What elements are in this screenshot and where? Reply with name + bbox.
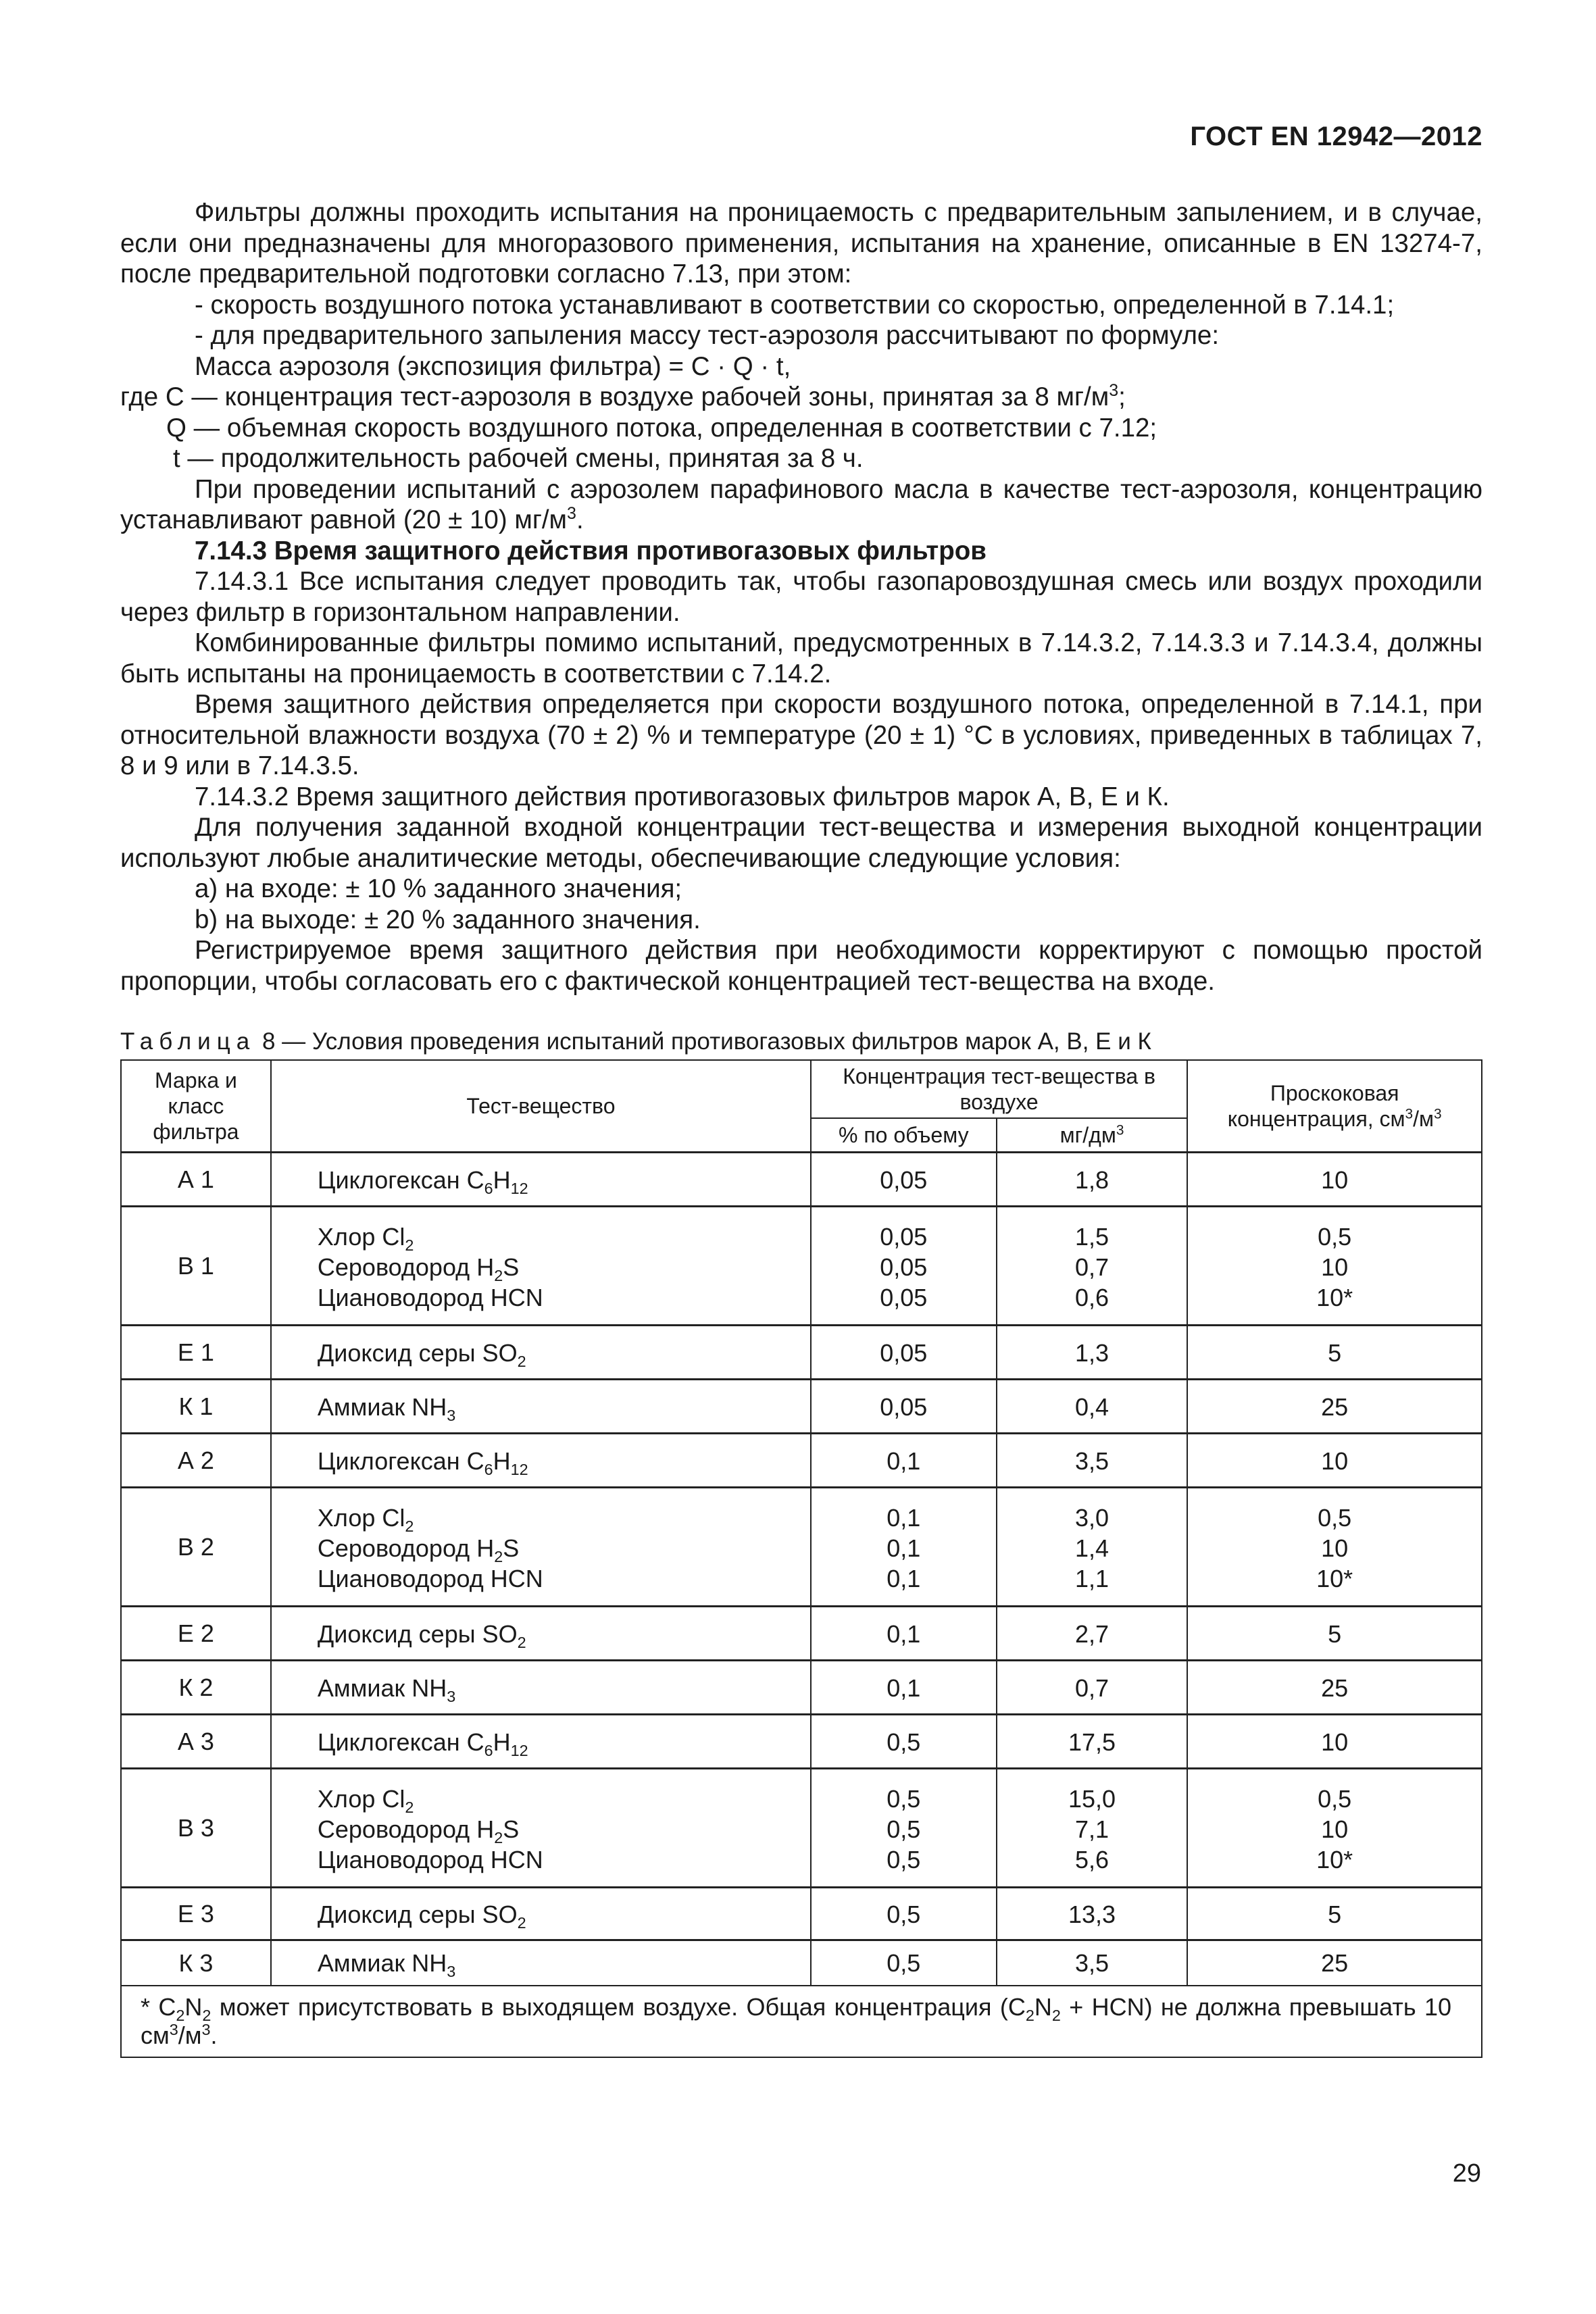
intro-item-1: - скорость воздушного потока устанавливают в соответствии со скоростью, определенной в 7.14.1; — [195, 290, 1395, 320]
cell-percent — [811, 1606, 997, 1660]
cell-mark: В 2 — [121, 1487, 271, 1606]
cell-percent-line: 0,05 — [880, 1283, 928, 1311]
document-code: ГОСТ EN 12942—2012 — [1190, 122, 1482, 151]
cell-percent — [811, 1940, 997, 1986]
cell-substance-line: Хлор $Cl_2$ — [317, 1503, 414, 1535]
cell-mg — [997, 1606, 1188, 1660]
cell-percent — [811, 1660, 997, 1714]
cell-breakthrough — [1187, 1206, 1482, 1325]
cell-mark: В 3 — [121, 1768, 271, 1887]
section-paragraph-5: Для получения заданной входной концентрации тест-вещества и измерения выходной концентрации используют любые аналитические методы, обеспечивающие следующие условия: — [120, 813, 1482, 873]
table-caption-text: 8 — Условия проведения испытаний противогазовых фильтров марок А, В, Е и К — [261, 1028, 1151, 1055]
cell-percent-line: 0,5 — [887, 1948, 921, 1977]
cell-substance-line: Аммиак $NH_3$ — [317, 1392, 456, 1424]
section-paragraph-8: Регистрируемое время защитного действия при необходимости корректируют с помощью простой пропорции, чтобы согласовать его с фактической концентрацией тест-вещества на входе. — [120, 936, 1482, 996]
cell-mg-line: 0,7 — [1074, 1253, 1109, 1281]
cell-mg — [997, 1487, 1188, 1606]
table-row — [121, 1660, 1482, 1714]
cell-breakthrough-line: 25 — [1321, 1948, 1349, 1977]
cell-percent — [811, 1768, 997, 1887]
cell-percent-line: 0,5 — [887, 1728, 921, 1756]
cell-mark: К 2 — [121, 1660, 271, 1714]
cell-breakthrough-line: 0,5 — [1318, 1784, 1352, 1813]
cell-mg-line: 1,3 — [1074, 1338, 1109, 1367]
cell-substance-line: Аммиак $NH_3$ — [317, 1948, 456, 1980]
cell-substance-line: Диоксид серы $SO_2$ — [317, 1900, 526, 1932]
cell-mg-line: 1,8 — [1074, 1165, 1109, 1194]
cell-percent — [811, 1325, 997, 1379]
cell-percent-line: 0,5 — [887, 1784, 921, 1813]
cell-percent-line: 0,05 — [880, 1392, 928, 1421]
cell-substance — [271, 1768, 811, 1887]
cell-breakthrough-line: 0,5 — [1318, 1222, 1352, 1251]
cell-substance — [271, 1660, 811, 1714]
intro-item-2: - для предварительного запыления массу тест-аэрозоля рассчитывают по формуле: — [195, 321, 1220, 350]
cell-breakthrough-line: 5 — [1328, 1338, 1342, 1367]
cell-substance-line: Хлор $Cl_2$ — [317, 1784, 414, 1816]
cell-substance — [271, 1206, 811, 1325]
cell-breakthrough-line: 10* — [1316, 1283, 1353, 1311]
conditions-table — [120, 1059, 1482, 2058]
table-row — [121, 1887, 1482, 1940]
cell-breakthrough — [1187, 1940, 1482, 1986]
cell-percent-line: 0,05 — [880, 1338, 928, 1367]
header-mark: Марка и класс фильтра — [121, 1060, 271, 1152]
cell-mg — [997, 1887, 1188, 1940]
cell-substance — [271, 1940, 811, 1986]
cell-percent-line: 0,5 — [887, 1845, 921, 1873]
cell-percent-line: 0,1 — [887, 1674, 921, 1702]
formula: Масса аэрозоля (экспозиция фильтра) = C · Q · t, — [195, 351, 791, 381]
cell-mark: А 1 — [121, 1152, 271, 1206]
cell-mg — [997, 1768, 1188, 1887]
cell-breakthrough-line: 10* — [1316, 1564, 1353, 1592]
cell-percent-line: 0,05 — [880, 1222, 928, 1251]
cell-percent-line: 0,5 — [887, 1900, 921, 1928]
cell-mark: А 2 — [121, 1433, 271, 1487]
cell-mg-line: 17,5 — [1068, 1728, 1116, 1756]
cell-percent — [811, 1714, 997, 1768]
cell-substance — [271, 1714, 811, 1768]
intro-paragraph-2: При проведении испытаний с аэрозолем парафинового масла в качестве тест-аэрозоля, концентрацию устанавливают равной (20 ± 10) $мг/м^3$. — [120, 474, 1482, 534]
cell-mg-line: 13,3 — [1068, 1900, 1116, 1928]
cell-mg — [997, 1433, 1188, 1487]
cell-mark: К 3 — [121, 1940, 271, 1986]
cell-mg-line: 2,7 — [1074, 1619, 1109, 1648]
cell-substance-line: Сероводород $H_2S$ — [317, 1534, 520, 1565]
header-concentration: Концентрация тест-вещества в воздухе — [811, 1060, 1187, 1118]
table-row — [121, 1768, 1482, 1887]
cell-mg-line: 1,1 — [1074, 1564, 1109, 1592]
cell-substance-line: Циклогексан $C_6H_{12}$ — [317, 1728, 528, 1759]
cell-mg-line: 0,4 — [1074, 1392, 1109, 1421]
cell-mark: А 3 — [121, 1714, 271, 1768]
cell-percent-line: 0,05 — [880, 1165, 928, 1194]
cell-percent-line: 0,1 — [887, 1447, 921, 1475]
table-row — [121, 1606, 1482, 1660]
cell-mg-line: 5,6 — [1074, 1845, 1109, 1873]
cell-breakthrough — [1187, 1152, 1482, 1206]
condition-a: а) на входе: ± 10 % заданного значения; — [195, 874, 682, 903]
section-paragraph-2: Комбинированные фильтры помимо испытаний, предусмотренных в 7.14.3.2, 7.14.3.3 и 7.14.3.4, должны быть испытаны на проницаемость в соответствии с 7.14.2. — [120, 628, 1482, 688]
cell-percent — [811, 1379, 997, 1433]
cell-breakthrough-line: 5 — [1328, 1900, 1342, 1928]
where-q: Q — объемная скорость воздушного потока, определенная в соответствии с 7.12; — [166, 413, 1157, 443]
cell-substance-line: Циановодород HCN — [317, 1845, 543, 1873]
cell-mg — [997, 1325, 1188, 1379]
cell-mg-line: 1,5 — [1074, 1222, 1109, 1251]
cell-percent — [811, 1206, 997, 1325]
table-footnote: * $C_2N_2$ может присутствовать в выходящем воздухе. Общая концентрация $(C_2N_2 + HCN)$ не должна превышать 10 $см^3/м^3$. — [121, 1986, 1482, 2057]
cell-substance-line: Диоксид серы $SO_2$ — [317, 1619, 526, 1651]
where-c: где C — концентрация тест-аэрозоля в воздухе рабочей зоны, принятая за 8 $мг/м^3$; — [120, 381, 1126, 411]
cell-substance — [271, 1433, 811, 1487]
table-row — [121, 1487, 1482, 1606]
where-t: t — продолжительность рабочей смены, принятая за 8 ч. — [173, 444, 864, 473]
table-caption-word: Таблица — [120, 1028, 256, 1055]
cell-mg-line: 7,1 — [1074, 1815, 1109, 1843]
cell-percent-line: 0,1 — [887, 1619, 921, 1648]
cell-breakthrough — [1187, 1660, 1482, 1714]
cell-breakthrough-line: 10 — [1321, 1253, 1349, 1281]
cell-substance — [271, 1379, 811, 1433]
table-row — [121, 1940, 1482, 1986]
cell-substance — [271, 1152, 811, 1206]
cell-mark: Е 2 — [121, 1606, 271, 1660]
table-row — [121, 1325, 1482, 1379]
cell-breakthrough-line: 10 — [1321, 1447, 1349, 1475]
header-mg: $мг/дм^3$ — [997, 1118, 1188, 1152]
section-paragraph-3: Время защитного действия определяется при скорости воздушного потока, определенной в 7.14.1, при относительной влажности воздуха (70 ± 2) % и температуре (20 ± 1) °С в условиях, приведенных в таблицах 7, 8 и 9 или в 7.14.3.5. — [120, 690, 1482, 780]
cell-substance — [271, 1887, 811, 1940]
cell-substance-line: Циклогексан $C_6H_{12}$ — [317, 1447, 528, 1478]
cell-mg-line: 15,0 — [1068, 1784, 1116, 1813]
cell-percent — [811, 1433, 997, 1487]
cell-substance — [271, 1606, 811, 1660]
cell-substance-line: Диоксид серы $SO_2$ — [317, 1338, 526, 1370]
cell-breakthrough-line: 5 — [1328, 1619, 1342, 1648]
cell-percent-line: 0,05 — [880, 1253, 928, 1281]
table-row — [121, 1152, 1482, 1206]
cell-mg-line: 0,6 — [1074, 1283, 1109, 1311]
cell-substance-line: Сероводород $H_2S$ — [317, 1253, 520, 1284]
cell-percent-line: 0,1 — [887, 1564, 921, 1592]
cell-percent-line: 0,1 — [887, 1503, 921, 1532]
cell-mark: Е 3 — [121, 1887, 271, 1940]
cell-breakthrough — [1187, 1379, 1482, 1433]
table-caption — [120, 1028, 1151, 1055]
cell-mg-line: 3,5 — [1074, 1447, 1109, 1475]
body-text — [120, 197, 1482, 997]
cell-mg-line: 1,4 — [1074, 1534, 1109, 1562]
section-paragraph-1: 7.14.3.1 Все испытания следует проводить так, чтобы газопаровоздушная смесь или воздух проходили через фильтр в горизонтальном направлении. — [120, 567, 1482, 627]
cell-breakthrough-line: 0,5 — [1318, 1503, 1352, 1532]
cell-mg — [997, 1940, 1188, 1986]
cell-substance-line: Циановодород HCN — [317, 1564, 543, 1592]
header-substance: Тест-вещество — [271, 1060, 811, 1152]
cell-breakthrough-line: 10 — [1321, 1165, 1349, 1194]
cell-percent — [811, 1887, 997, 1940]
cell-mg — [997, 1206, 1188, 1325]
cell-mark: Е 1 — [121, 1325, 271, 1379]
section-heading: 7.14.3 Время защитного действия противогазовых фильтров — [195, 536, 987, 565]
table-row — [121, 1379, 1482, 1433]
table-row — [121, 1714, 1482, 1768]
cell-substance — [271, 1325, 811, 1379]
cell-breakthrough — [1187, 1768, 1482, 1887]
cell-mg — [997, 1379, 1188, 1433]
cell-breakthrough — [1187, 1887, 1482, 1940]
cell-substance-line: Циановодород HCN — [317, 1283, 543, 1311]
cell-breakthrough-line: 10 — [1321, 1534, 1349, 1562]
table-row — [121, 1433, 1482, 1487]
cell-breakthrough — [1187, 1487, 1482, 1606]
cell-substance-line: Циклогексан $C_6H_{12}$ — [317, 1165, 528, 1197]
cell-percent-line: 0,1 — [887, 1534, 921, 1562]
table-row — [121, 1206, 1482, 1325]
cell-substance-line: Сероводород $H_2S$ — [317, 1815, 520, 1846]
cell-breakthrough — [1187, 1714, 1482, 1768]
cell-breakthrough — [1187, 1325, 1482, 1379]
cell-substance-line: Хлор $Cl_2$ — [317, 1222, 414, 1254]
header-percent: % по объему — [811, 1118, 997, 1152]
page-number: 29 — [1452, 2159, 1481, 2188]
cell-mg — [997, 1152, 1188, 1206]
cell-percent-line: 0,5 — [887, 1815, 921, 1843]
cell-percent — [811, 1487, 997, 1606]
cell-breakthrough — [1187, 1606, 1482, 1660]
cell-breakthrough-line: 10* — [1316, 1845, 1353, 1873]
intro-paragraph: Фильтры должны проходить испытания на проницаемость с предварительным запылением, и в случае, если они предназначены для многоразового применения, испытания на хранение, описанные в EN 13274-7, после предварительной подготовки согласно 7.13, при этом: — [120, 198, 1482, 288]
table-body — [121, 1152, 1482, 1986]
cell-mark: К 1 — [121, 1379, 271, 1433]
cell-mg-line: 3,0 — [1074, 1503, 1109, 1532]
header-breakthrough: Проскоковая концентрация, $см^3/м^3$ — [1187, 1060, 1482, 1152]
section-paragraph-4: 7.14.3.2 Время защитного действия противогазовых фильтров марок А, В, Е и К. — [195, 782, 1170, 811]
cell-mark: В 1 — [121, 1206, 271, 1325]
cell-mg-line: 0,7 — [1074, 1674, 1109, 1702]
cell-substance-line: Аммиак $NH_3$ — [317, 1674, 456, 1705]
cell-percent — [811, 1152, 997, 1206]
cell-breakthrough-line: 25 — [1321, 1392, 1349, 1421]
cell-substance — [271, 1487, 811, 1606]
cell-breakthrough — [1187, 1433, 1482, 1487]
cell-breakthrough-line: 10 — [1321, 1815, 1349, 1843]
cell-mg — [997, 1714, 1188, 1768]
condition-b: b) на выходе: ± 20 % заданного значения. — [195, 905, 701, 934]
cell-breakthrough-line: 25 — [1321, 1674, 1349, 1702]
cell-breakthrough-line: 10 — [1321, 1728, 1349, 1756]
cell-mg-line: 3,5 — [1074, 1948, 1109, 1977]
cell-mg — [997, 1660, 1188, 1714]
